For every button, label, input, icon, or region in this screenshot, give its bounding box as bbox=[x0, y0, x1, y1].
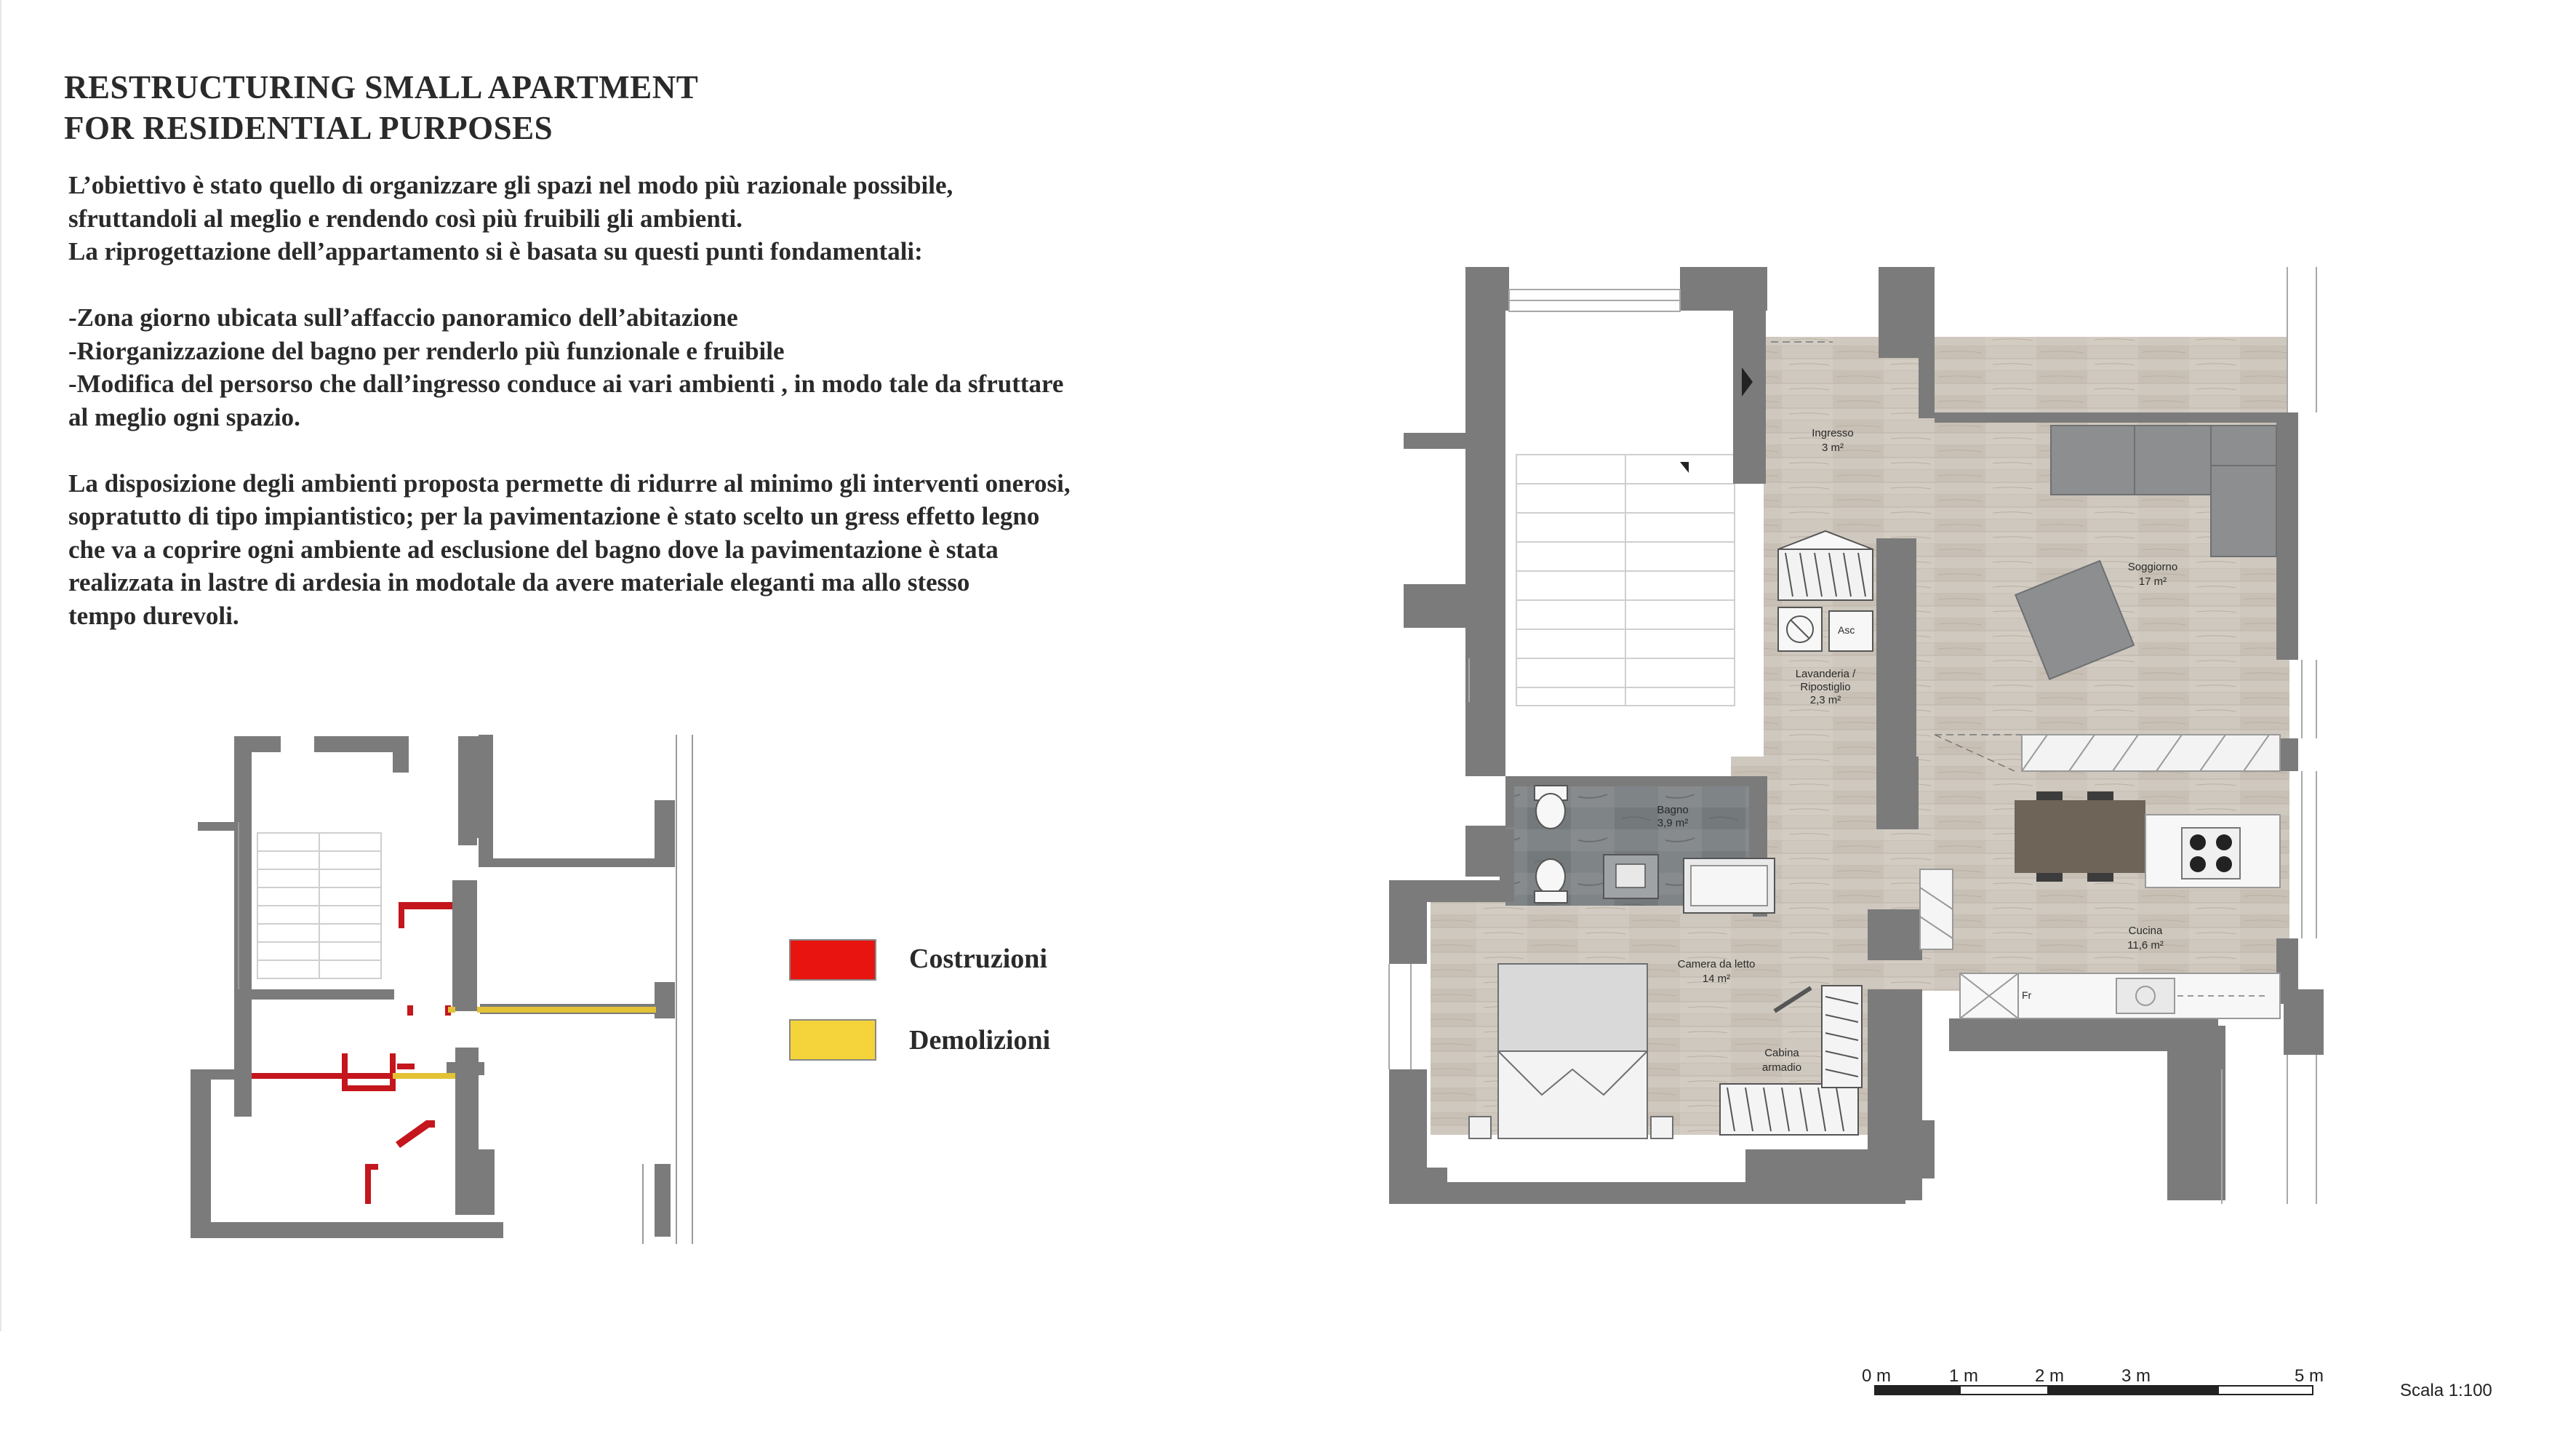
room-label-cucina bbox=[2102, 924, 2189, 953]
fixture-label-fr: Fr bbox=[2022, 989, 2032, 1001]
room-area: 2,3 m² bbox=[1809, 694, 1841, 706]
dining-table bbox=[2015, 800, 2145, 873]
main-floor-plan bbox=[1389, 267, 2324, 1204]
legend-label-costruzioni: Costruzioni bbox=[909, 944, 1047, 974]
room-name: Camera da letto bbox=[1677, 958, 1756, 970]
scale-tick-2: 2 m bbox=[2035, 1366, 2065, 1386]
storage-cabinet bbox=[2022, 735, 2280, 771]
room-label-lavanderia bbox=[1778, 668, 1873, 707]
legend-swatch-costruzioni bbox=[790, 940, 876, 980]
room-label-cabina bbox=[1745, 1046, 1818, 1075]
room-label-camera bbox=[1658, 957, 1775, 986]
legend-label-demolizioni: Demolizioni bbox=[909, 1025, 1051, 1056]
room-area: 11,6 m² bbox=[2127, 939, 2164, 952]
room-name-2: Ripostiglio bbox=[1800, 681, 1851, 693]
cooktop-icon bbox=[2182, 828, 2240, 879]
room-name-2: armadio bbox=[1761, 1061, 1802, 1074]
room-label-bagno bbox=[1636, 804, 1709, 830]
room-area: 3 m² bbox=[1822, 442, 1844, 454]
scale-tick-5: 5 m bbox=[2295, 1366, 2324, 1386]
room-name: Lavanderia / bbox=[1795, 668, 1856, 680]
room-name: Cabina bbox=[1764, 1047, 1799, 1059]
toilet-icon bbox=[1535, 786, 1567, 829]
shower-icon bbox=[1684, 858, 1775, 913]
kitchen-shelf bbox=[1920, 869, 1953, 949]
room-name: Bagno bbox=[1657, 804, 1689, 816]
legend-swatch-demolizioni bbox=[790, 1020, 876, 1060]
scale-tick-3: 3 m bbox=[2121, 1366, 2151, 1386]
washer-icon bbox=[1778, 607, 1822, 651]
page-title: RESTRUCTURING SMALL APARTMENT FOR RESIDENTIAL PURPOSES bbox=[64, 69, 699, 146]
scale-bar bbox=[1875, 1386, 2313, 1395]
fixture-label-asc: Asc bbox=[1838, 624, 1855, 636]
kitchen-counter bbox=[1960, 973, 2280, 1018]
room-label-ingresso bbox=[1789, 426, 1876, 455]
small-plan bbox=[191, 735, 692, 1244]
room-name: Cucina bbox=[2128, 925, 2163, 937]
bidet-icon bbox=[1535, 859, 1567, 903]
sink-icon bbox=[1604, 855, 1658, 898]
room-name: Ingresso bbox=[1812, 427, 1854, 439]
room-name: Soggiorno bbox=[2127, 561, 2178, 573]
room-area: 17 m² bbox=[2138, 575, 2167, 588]
project-description: L’obiettivo è stato quello di organizzare gli spazi nel modo più razionale possibile, sfruttandoli al meglio e rendendo così più fruibili gli ambienti. La riprogettazione dell’appartamento si è basata su questi punti fondamentali: -Zona giorno ubicata sull’affaccio panoramico dell’abitazione -Riorganizzazione del bagno per renderlo più funzionale e fruibile -Modifica del persorso che dall’ingresso conduce ai vari ambienti , in modo tale da sfruttare al meglio ogni spazio. La disposizione degli ambienti proposta permette di ridurre al minimo gli interventi onerosi, sopratutto di tipo impiantistico; per la pavimentazione è stato scelto un gress effetto legno che va a coprire ogni ambiente ad esclusione del bagno dove la pavimentazione è stata realizzata in lastre di ardesia in modotale da avere materiale eleganti ma allo stesso tempo durevoli. bbox=[68, 171, 1071, 630]
scale-tick-1: 1 m bbox=[1949, 1366, 1979, 1386]
scale-label: Scala 1:100 bbox=[2400, 1381, 2492, 1400]
room-label-soggiorno bbox=[2109, 560, 2196, 589]
bed bbox=[1469, 964, 1673, 1138]
room-area: 14 m² bbox=[1702, 973, 1731, 985]
scale-tick-0: 0 m bbox=[1862, 1366, 1892, 1386]
room-area: 3,9 m² bbox=[1657, 817, 1689, 829]
